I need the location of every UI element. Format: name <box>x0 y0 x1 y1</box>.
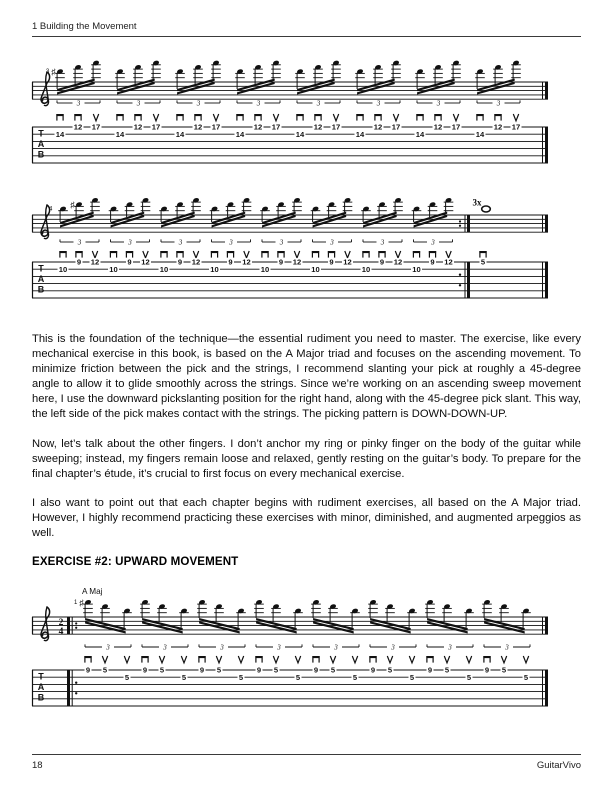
svg-text:17: 17 <box>151 122 161 132</box>
brand-name: GuitarVivo <box>536 760 581 771</box>
svg-text:9: 9 <box>199 665 205 675</box>
page-footer <box>32 754 581 771</box>
svg-text:5: 5 <box>523 672 529 682</box>
paragraph-3: I also want to point out that each chapter begins with rudiment exercises, all based on the A Major triad. However, I highly recommend practicing these exercises with minor, diminished, and augmented arpeggios as well. <box>32 496 581 540</box>
svg-text:3: 3 <box>376 99 381 108</box>
svg-text:10: 10 <box>361 264 371 274</box>
svg-text:5: 5 <box>444 665 450 675</box>
svg-text:12: 12 <box>444 257 453 267</box>
svg-text:17: 17 <box>271 122 281 132</box>
footer-rule <box>32 754 581 755</box>
svg-text:5: 5 <box>352 672 358 682</box>
svg-text:10: 10 <box>109 264 118 274</box>
svg-text:12: 12 <box>373 122 383 132</box>
svg-text:17: 17 <box>211 122 221 132</box>
svg-text:3: 3 <box>136 99 141 108</box>
svg-text:5: 5 <box>159 665 165 675</box>
svg-text:3: 3 <box>46 69 50 76</box>
svg-text:5: 5 <box>181 672 187 682</box>
notation-system-exercise1-line1 <box>0 50 613 170</box>
svg-text:10: 10 <box>412 264 421 274</box>
music-stave-svg <box>0 183 613 308</box>
svg-text:14: 14 <box>115 129 125 139</box>
svg-text:12: 12 <box>141 257 150 267</box>
svg-text:5: 5 <box>466 672 472 682</box>
svg-text:4: 4 <box>49 206 53 213</box>
svg-text:♯: ♯ <box>70 199 75 210</box>
svg-text:T: T <box>38 263 44 274</box>
running-header: 1 Building the Movement <box>32 21 137 32</box>
svg-text:9: 9 <box>256 665 262 675</box>
music-stave-svg <box>0 583 613 718</box>
svg-text:3: 3 <box>436 99 441 108</box>
svg-text:T: T <box>38 128 44 139</box>
svg-text:10: 10 <box>260 264 270 274</box>
svg-text:14: 14 <box>355 129 365 139</box>
page-number: 18 <box>32 760 43 771</box>
svg-text:3: 3 <box>505 643 509 652</box>
svg-text:9: 9 <box>430 257 435 267</box>
page-header <box>32 21 581 37</box>
svg-text:17: 17 <box>91 122 101 132</box>
svg-text:17: 17 <box>511 122 521 132</box>
svg-text:9: 9 <box>427 665 433 675</box>
svg-text:3: 3 <box>316 99 321 108</box>
svg-text:5: 5 <box>409 672 415 682</box>
svg-text:3: 3 <box>178 238 183 247</box>
svg-text:12: 12 <box>193 122 203 132</box>
svg-text:3: 3 <box>220 643 224 652</box>
svg-text:5: 5 <box>387 665 393 675</box>
svg-text:3: 3 <box>256 99 261 108</box>
svg-text:T: T <box>38 671 44 682</box>
svg-text:9: 9 <box>85 665 91 675</box>
svg-text:B: B <box>37 284 45 295</box>
svg-text:12: 12 <box>433 122 443 132</box>
svg-text:9: 9 <box>329 257 334 267</box>
svg-text:5: 5 <box>124 672 130 682</box>
svg-text:17: 17 <box>391 122 401 132</box>
svg-text:9: 9 <box>278 257 284 267</box>
svg-text:3: 3 <box>163 643 167 652</box>
svg-text:♯: ♯ <box>51 66 56 77</box>
svg-text:12: 12 <box>90 257 100 267</box>
svg-text:10: 10 <box>58 264 68 274</box>
svg-text:3: 3 <box>277 643 281 652</box>
treble-clef-icon <box>41 72 50 106</box>
svg-text:3: 3 <box>128 238 132 247</box>
svg-text:17: 17 <box>331 122 341 132</box>
paragraph-2: Now, let’s talk about the other fingers. I don’t anchor my ring or pinky finger on the body of the guitar while sweeping; instead, my fingers remain loose and relaxed, gently resting on the guitar’s body. To prepare for the final chapter’s étude, it’s crucial to first focus on every mechanical exercise. <box>32 437 581 480</box>
svg-text:17: 17 <box>451 122 461 132</box>
svg-text:5: 5 <box>330 665 336 675</box>
svg-text:12: 12 <box>253 122 263 132</box>
svg-text:12: 12 <box>493 122 503 132</box>
svg-text:3: 3 <box>380 238 385 247</box>
svg-text:14: 14 <box>415 129 425 139</box>
svg-text:4: 4 <box>58 627 64 637</box>
svg-text:5: 5 <box>501 665 507 675</box>
svg-text:9: 9 <box>127 257 132 267</box>
svg-text:12: 12 <box>242 257 251 267</box>
svg-text:3: 3 <box>196 99 201 108</box>
svg-text:9: 9 <box>177 257 183 267</box>
svg-text:12: 12 <box>393 257 403 267</box>
tab-clef-label <box>38 672 45 703</box>
svg-text:3: 3 <box>448 643 452 652</box>
svg-text:12: 12 <box>133 122 143 132</box>
svg-text:12: 12 <box>191 257 201 267</box>
svg-text:3: 3 <box>496 99 501 108</box>
body-text <box>32 332 581 568</box>
svg-text:9: 9 <box>76 257 82 267</box>
svg-text:A: A <box>37 682 45 693</box>
svg-text:B: B <box>37 692 45 703</box>
svg-text:9: 9 <box>379 257 385 267</box>
notation-system-exercise2-line1 <box>0 583 613 718</box>
svg-text:B: B <box>37 149 45 160</box>
svg-text:12: 12 <box>292 257 302 267</box>
svg-text:5: 5 <box>480 257 486 267</box>
tab-clef-label <box>38 129 45 160</box>
svg-text:5: 5 <box>102 665 108 675</box>
svg-text:3: 3 <box>106 643 110 652</box>
notation-system-exercise1-line2 <box>0 183 613 308</box>
svg-text:12: 12 <box>313 122 323 132</box>
svg-text:3: 3 <box>279 238 284 247</box>
svg-text:14: 14 <box>175 129 185 139</box>
paragraph-1: This is the foundation of the technique—the essential rudiment you need to master. The exercise, like every mechanical exercise in this book, is based on the A Major triad and focuses on the ascending movement. To minimize friction between the pick and the strings, I recommend slanting your pick at roughly a 45-degree angle to allow it to glide smoothly across the strings. Since we’re working on an ascending sweep movement here, I use the downward pickslanting position for the right hand, along with the 45-degree pick slant. This way, the left side of the pick makes contact with the strings. The picking pattern is DOWN-DOWN-UP. <box>32 333 581 421</box>
svg-text:5: 5 <box>216 665 222 675</box>
svg-text:3: 3 <box>431 238 435 247</box>
svg-text:5: 5 <box>295 672 301 682</box>
svg-text:3: 3 <box>334 643 338 652</box>
svg-text:3: 3 <box>229 238 233 247</box>
svg-text:9: 9 <box>142 665 148 675</box>
svg-text:3: 3 <box>330 238 334 247</box>
svg-text:9: 9 <box>370 665 376 675</box>
svg-text:14: 14 <box>55 129 65 139</box>
svg-text:10: 10 <box>210 264 219 274</box>
svg-text:3: 3 <box>77 238 82 247</box>
svg-text:1: 1 <box>74 599 78 606</box>
svg-text:14: 14 <box>295 129 305 139</box>
repeat-count-label: 3x <box>472 197 482 208</box>
svg-text:5: 5 <box>238 672 244 682</box>
svg-text:A: A <box>37 139 45 150</box>
svg-text:9: 9 <box>484 665 490 675</box>
music-stave-svg <box>0 50 613 170</box>
svg-text:3: 3 <box>391 643 395 652</box>
svg-text:♯: ♯ <box>79 597 84 608</box>
svg-text:12: 12 <box>343 257 352 267</box>
exercise-heading: EXERCISE #2: UPWARD MOVEMENT <box>32 555 239 569</box>
chord-label: A Maj <box>82 587 103 596</box>
header-rule <box>32 36 581 37</box>
svg-text:2: 2 <box>58 618 64 629</box>
svg-text:10: 10 <box>311 264 320 274</box>
svg-text:9: 9 <box>228 257 233 267</box>
tab-clef-label <box>38 264 45 295</box>
svg-text:14: 14 <box>475 129 485 139</box>
svg-text:5: 5 <box>273 665 279 675</box>
svg-text:3: 3 <box>76 99 81 108</box>
treble-clef-icon <box>41 607 50 641</box>
svg-text:14: 14 <box>235 129 245 139</box>
svg-text:10: 10 <box>159 264 169 274</box>
svg-text:12: 12 <box>73 122 83 132</box>
svg-text:A: A <box>37 274 45 285</box>
svg-text:9: 9 <box>313 665 319 675</box>
